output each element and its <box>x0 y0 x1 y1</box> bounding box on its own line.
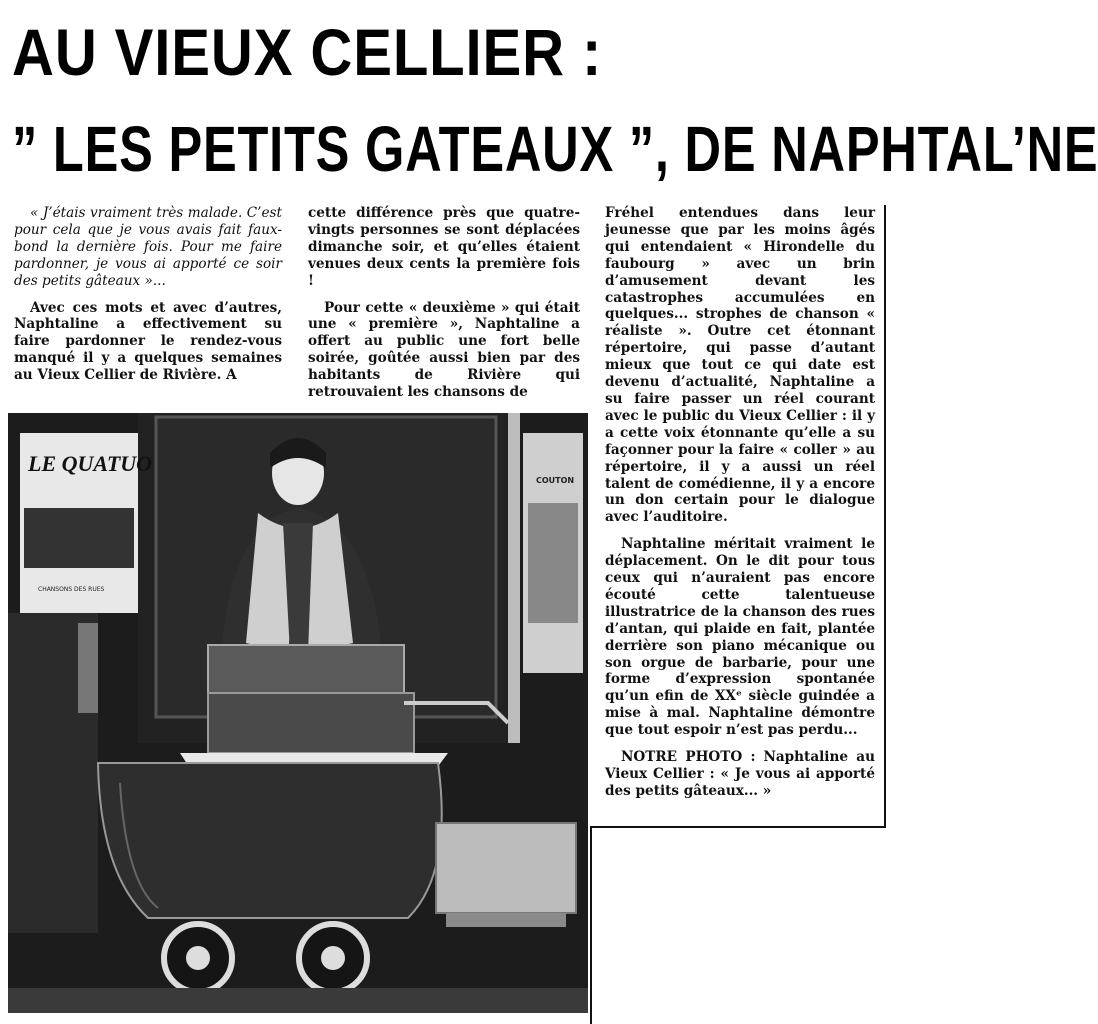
caption-text: Naphtaline au Vieux Cellier : « Je vous ai apporté des petits gâteaux... » <box>605 749 876 799</box>
article-paragraph: Pour cette « deuxième » qui était une « première », Naphtaline a offert au public une fort belle soirée, goûtée aussi bien par des habitants de Rivière qui retrouvaient les chansons de <box>308 299 580 401</box>
headline-line-1: AU VIEUX CELLIER : <box>12 15 603 89</box>
article-paragraph: Avec ces mots et avec d’autres, Naphtaline a effectivement su faire pardonner le rendez-vous manqué il y a quelques semaines au Vieux Cellier de Rivière. A <box>14 299 282 384</box>
article-paragraph: cette différence près que quatre-vingts personnes se sont déplacées dimanche soir, et qu’elles étaient venues deux cents la première fois ! <box>308 205 580 289</box>
poster-right-title: COUTON <box>536 476 575 485</box>
article-column-3 <box>605 205 875 810</box>
article-quote: « J’étais vraiment très malade. C’est pour cela que je vous avais fait faux-bond la dernière fois. Pour me faire pardonner, je vous ai apporté ce soir des petits gâteaux »... <box>14 205 282 289</box>
article-column-1 <box>14 205 282 394</box>
article-photo <box>8 413 588 1013</box>
poster-left-title: LE QUATUO <box>28 451 153 476</box>
column-rule <box>884 205 886 827</box>
column-rule <box>590 826 592 1024</box>
headline-line-2: ” LES PETITS GATEAUX ”, DE NAPHTAL’NE <box>12 113 1098 185</box>
photo-caption <box>605 749 875 800</box>
column-rule <box>590 826 886 828</box>
poster-left-subtitle: CHANSONS DES RUES <box>38 586 105 593</box>
article-paragraph: Naphtaline méritait vraiment le déplacement. On le dit pour tous ceux qui n’auraient pas encore écouté cette talentueuse illustratrice de la chanson des rues d’antan, qui plaide en fait, plantée derrière son piano mécanique ou son orgue de barbarie, pour une forme d’expression spontanée qu’un efin de XXᵉ siècle guindée a mise à mal. Naphtaline démontre que tout espoir n’est pas perdu... <box>605 536 875 739</box>
article-column-2 <box>308 205 580 411</box>
caption-label: NOTRE PHOTO : <box>621 749 756 766</box>
article-paragraph: Fréhel entendues dans leur jeunesse que par les moins âgés qui entendaient « Hirondelle du faubourg » avec un brin d’amusement devant les catastrophes accumulées en quelques... strophes de chanson « réaliste ». Outre cet étonnant répertoire, qui passe d’autant mieux que tout ce qui date est devenu d’actualité, Naphtaline a su faire passer un réel courant avec le public du Vieux Cellier : il y a cette voix étonnante qu’elle a su façonner pour la faire « coller » au répertoire, il y a aussi un réel talent de comédienne, il y a encore un don certain pour le dialogue avec l’auditoire. <box>605 205 875 526</box>
photo-naphtaline-barrel-organ <box>8 413 588 1013</box>
